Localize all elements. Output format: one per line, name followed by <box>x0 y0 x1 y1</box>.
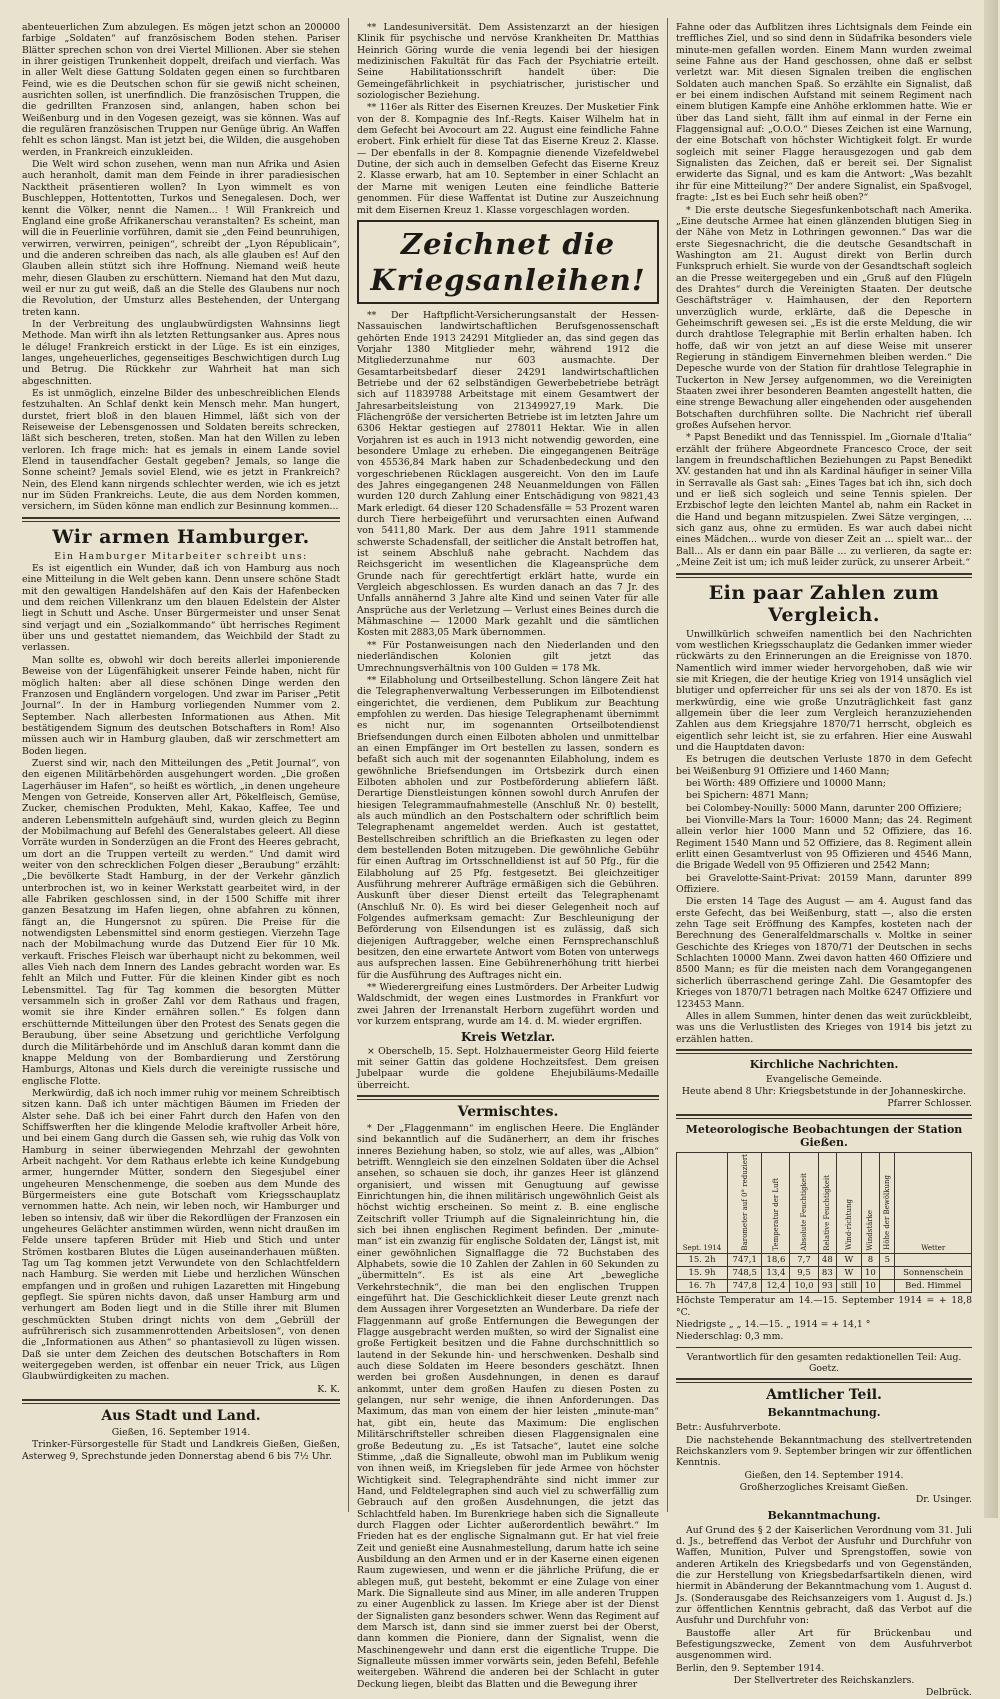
section-title-kirche: Kirchliche Nachrichten. <box>749 1057 899 1071</box>
table-cell: 9,5 <box>790 1267 818 1280</box>
paragraph: ** Wiederergreifung eines Lustmörders. Der Arbeiter Ludwig Waldschmidt, der wegen eines Lustmordes in Frankfurt vor zwei Jahren der Irrenanstalt Herborn zugeführt worden und vor kurzem entsprang, wurde am 14. d. M. wieder ergriffen. <box>357 982 659 1028</box>
table-cell: 12,4 <box>762 1280 790 1293</box>
table-cell: 18,6 <box>762 1254 790 1267</box>
divider <box>676 1378 972 1383</box>
table-cell: 15. 9h <box>677 1267 728 1280</box>
weather-table <box>676 1152 972 1294</box>
table-cell: 10 <box>861 1267 880 1280</box>
paragraph: bei Vionville-Mars la Tour: 16000 Mann; das 24. Regiment allein verlor hier 1000 Mann und 52 Offiziere, das 16. Regiment 1540 Mann und 52 Offiziere, das 8. Regiment allein erlitt einen Gesamtverlust von 95 Offizieren und 4546 Mann, die Brigade Wedell von 95 Offizieren und 2542 Mann; <box>676 815 972 872</box>
table-header-cell <box>790 1152 818 1254</box>
paragraph: bei Gravelotte-Saint-Privat: 20159 Mann, darunter 899 Offiziere. <box>676 872 972 896</box>
paragraph: Zuerst sind wir, nach den Mitteilungen des „Petit Journal“, von den eigenen Militärbehörden ausgehungert worden. „Die großen Lagerhäuser im Hafen“, so heißt es wörtlich, „in denen ungeheure Mengen von Getreide, Konserven aller Art, Pökelfleisch, Gemüse, Zucker, chemischen Produkten, Mehl, Kakao, Kaffee, Tee und anderen Lebensmitteln aufgehäuft sind, wurden gleich zu Beginn der Mobilmachung auf Befehl des Generalstabes geleert. All diese Vorräte wurden in Sonderzügen an die Front des Heeres gebracht, um dort an die Truppen verteilt zu werden.“ Und damit wird weiter von den schrecklichen Folgen dieser „Beraubung“ erzählt: „Die bevölkerte Stadt Hamburg, in der der Verkehr gänzlich unterbrochen ist, wo in keiner Werkstatt gearbeitet wird, in der alle Fabriken geschlossen sind, in der 1500 Schiffe mit ihrer ganzen Besatzung im Hafen liegen, ohne abfahren zu können, fängt an, die Hungersnot zu spüren. Die Preise für die notwendigsten Lebensmittel sind enorm gestiegen. Vierzehn Tage nach der Mobilmachung wurde das Dutzend Eier für 10 Mk. verkauft. Frisches Fleisch war überhaupt nicht zu bekommen, weil alles Vieh nach dem Innern des Landes gebracht worden war. Es fehlt an Milch und Futter. Für die kleinen Kinder gibt es noch Lebensmittel. Tag für Tag kommen die besorgten Mütter versammeln sich in großer Zahl vor dem Rathaus und fragen, womit sie ihre Kinder ernähren sollen.“ Es folgen dann erschütternde Mitteilungen über den Protest des Senats gegen die Beraubung, über seine Absetzung und gerichtliche Verfolgung durch die Militärbehörde und im Anschluß daran kommt dann die knappe Meldung von der Bombardierung und Zerstörung Hamburgs, Altonas und Kiels durch die vereinigte russische und englische Flotte. <box>22 757 340 1087</box>
table-cell: still <box>837 1280 862 1293</box>
notice-title: Bekanntmachung. <box>767 1508 881 1522</box>
paragraph: Niedrigste „ „ 14.—15. „ 1914 = + 14,1 ° <box>676 1319 871 1331</box>
table-cell: 93 <box>818 1280 837 1293</box>
divider <box>676 573 972 578</box>
table-cell <box>880 1267 895 1280</box>
paragraph: Fahne oder das Aufblitzen ihres Lichtsignals dem Feinde ein treffliches Ziel, und so sind denn in Südafrika besonders viele minute-men gefallen worden. Einem Mann wurden zweimal seine Fahne aus der Hand geschossen, ohne daß er selbst verletzt war. Mit diesen Signalen treiben die englischen Soldaten auch manchen Spaß. So erzählte ein Signalist, daß er bei einem indischen Aufstand mit seinem Regiment nach einem blutigen Kampfe eine Anhöhe erklommen hatte. Wie er über das Land sieht, fällt ihm auf einmal in der Ferne ein Flaggensignal auf: „O.O.O.“ Dieses Zeichen ist eine Warnung, der eine Botschaft von höchster Wichtigkeit folgt. Er wurde sogleich mit seiner Flagge herausgezogen und gab dem Signalisten das Zeichen, daß er bereit sei. Der Signalist erwiderte das Signal, und es kam die Antwort: „Was bezahlt ihr für eine Mitteilung?“ Der andere Signalist, ein Spaßvogel, fragte: „Ist es bei Euch sehr heiß oben?“ <box>676 22 972 204</box>
table-header-cell <box>677 1152 728 1254</box>
header-label: Sept. 1914 <box>682 1244 722 1253</box>
table-header-cell <box>818 1152 837 1254</box>
table-cell: Sonnenschein <box>895 1267 972 1280</box>
paragraph: Es ist eigentlich ein Wunder, daß ich von Hamburg aus noch eine Mitteilung in die Welt geben kann. Denn unsere schöne Stadt mit den gewaltigen Handelshäfen auf den Kais der Hafenbecken und dem reichen Villenkranz um den blauen Edelstein der Alster liegt in Schutt und Asche. Unser Bürgermeister und unser Senat sind verjagt und ein „Sozialkommando“ übt herrisches Regiment über uns und gestattet niemandem, das Weichbild der Stadt zu verlassen. <box>22 563 340 654</box>
paragraph: ** Landesuniversität. Dem Assistenzarzt an der hiesigen Klinik für psychische und nervöse Krankheiten Dr. Matthias Heinrich Göring wurde die venia legendi bei der hiesigen medizinischen Fakultät für das Fach der Psychiatrie erteilt. Seine Habilitationsschrift handelt über: Die Gemeingefährlichkeit in psychiatrischer, juristischer und soziologischer Beziehung. <box>357 22 659 102</box>
table-header-cell <box>861 1152 880 1254</box>
paragraph: bei Wörth: 489 Offiziere und 10000 Mann; <box>686 777 886 789</box>
paragraph: Trinker-Fürsorgestelle für Stadt und Landkreis Gießen, Gießen, Asterweg 9, Sprechstunde jeden Donnerstag abend 6 bis 7½ Uhr. <box>22 1439 340 1462</box>
subheading: Evangelische Gemeinde. <box>765 1073 882 1085</box>
paragraph: Merkwürdig, daß ich noch immer ruhig vor meinem Schreibtisch sitzen kann. Daß ich unter mächtigen Bäumen im Frieden der Alster sehe. Daß ich bei einer Fahrt durch den Hafen von den Schiffswerften her die klingende Melodie kraftvoller Arbeit höre, und bei einem Gang durch die Gassen seh, wie ruhig das Volk von Hamburg in seiner überwiegenden Mehrzahl der gewohnten Arbeit nachgeht. Vor dem Rathaus erlebte ich keine Kundgebung armer, hungernder Mütter, sondern den Siegesjubel einer ungeheuren Menschenmenge, die soeben aus dem Munde des Bürgermeisters eine gute Botschaft vom Kriegsschauplatz vernommen hatte. Ach nein, wir leben noch, wir Hamburger und leben so intensiv, daß wir über die Rekordlügen der Franzosen ein ungeheures Gelächter anstimmen würden, wenn nicht draußen im Felde unsere tapferen Brüder mit Hieb und Stich und unter Strömen kostbaren Blutes die Lügen auseinanderhauen müßten. Tag um Tag kommen jetzt Verwundete von den Schlachtfeldern nach Hamburg. Sie werden mit Liebe und herzlichen Wünschen empfangen und in großen und ruhigen Lazaretten mit Hingebung gepflegt. Sie spüren nichts davon, daß unser Hamburg arm und verhungert am Boden liegt und in die Stille ihrer mit Blumen geschmückten Stuben dringt nichts von dem „Gebrüll der aufrührerisch sich zusammenrottenden Arbeitslosen“, von denen die „Informationen aus Athen“ so phantasievoll zu lügen wissen. Daß sie unter dem Zeichen des deutschen Botschafters in Rom weitergegeben werden, ist offenbar ein neuer Trick, aus Lügen Glaubwürdigkeiten zu machen. <box>22 1087 340 1383</box>
paragraph: ** Eilabholung und Ortseilbestellung. Schon längere Zeit hat die Telegraphenverwaltung Verbesserungen im Eilbotendienst eingerichtet, die verdienen, dem Publikum zur Beachtung empfohlen zu werden. Das hiesige Telegraphenamt übernimmt es nicht nur, im sogenannten Ortseilbotendienst Briefsendungen durch einen Eilboten abholen und unmittelbar an einen Empfänger im Ort bestellen zu lassen, sondern es befaßt sich auch mit der sogenannten Eilabholung, indem es gewöhnliche Briefsendungen im Ortsbezirk durch einen Eilboten abholen und zur Postbeförderung abliefern läßt. Derartige Dienstleistungen können sowohl durch Anrufen der hiesigen Telegrammaufnahmestelle (Anschluß Nr. 0) bestellt, als auch mündlich an den Postschaltern oder schriftlich beim Telegraphenamt angemeldet werden. Auch ist gestattet, Bestellschreiben schriftlich an die Briefkasten zu legen oder dem bestellenden Boten mitzugeben. Die gewöhnliche Gebühr für einen Auftrag im Ortsschnelldienst ist auf 50 Pfg., für die Eilabholung auf 25 Pfg. festgesetzt. Bei gleichzeitiger Ausführung mehrerer Aufträge ermäßigen sich die Gebühren. Auskunft über dieser Dienst erteilt das Telegraphenamt (Anschluß Nr. 0). Es wird bei dieser Gelegenheit noch auf Folgendes aufmerksam gemacht: Zur Beschleunigung der Beförderung von Eilsendungen ist es zulässig, daß sich diejenigen Auftraggeber, welche einen Fernsprechanschluß besitzen, den eine erwartete Antwort vom Boten von unterwegs aus aufsprechen lassen. Eine Gebührenerhöhung tritt hierbei für die Ausführung des Auftrages nicht ein. <box>357 674 659 981</box>
table-cell: 8 <box>861 1254 880 1267</box>
table-header-cell <box>880 1152 895 1254</box>
paragraph: ** Für Postanweisungen nach den Niederlanden und den niederländischen Kolonien gilt jetzt das Umrechnungsverhältnis von 100 Gulden = 178 Mk. <box>357 639 659 674</box>
table-cell <box>880 1280 895 1293</box>
article-france-continuation <box>22 22 340 513</box>
column-rule <box>348 18 349 1512</box>
page-edge <box>984 0 998 1518</box>
paragraph: Heute abend 8 Uhr: Kriegsbetstunde in der Johanneskirche. <box>681 1086 967 1098</box>
signature: Delbrück. <box>925 1687 972 1699</box>
table-row <box>677 1280 972 1293</box>
header-label: Absolute Feuchtigkeit <box>800 1172 809 1251</box>
divider <box>676 1114 972 1119</box>
paragraph: ** Der Haftpflicht-Versicherungsanstalt der Hessen-Nassauischen landwirtschaftlichen Berufsgenossenschaft gehörten Ende 1913 24291 Mitglieder an, das sind gegen das Vorjahr 1380 Mitglieder mehr, während 1912 die Mitgliederzunahme nur 603 ausmachte. Der Gesamtarbeitsbedarf dieser 24291 landwirtschaftlichen Betriebe und der 62 selbständigen Gewerbebetriebe beträgt sich auf 11839788 Arbeitstage mit einem Gesamtwert der Jahresarbeitsleistung von 21349927,19 Mark. Die Flächengröße der versicherten Betriebe ist im letzten Jahre um 6306 Hektar gestiegen auf 278011 Hektar. Wie in allen Vorjahren ist es auch in 1913 nicht notwendig geworden, eine besondere Umlage zu erheben. Die eingegangenen Beiträge von 45536,84 Mark haben zur Schadenbedeckung und den vorgeschriebenen Rücklagen ausgereicht. Von den im Laufe des Jahres eingegangenen 248 Neuanmeldungen von Fällen wurden 120 durch Zahlung einer Entschädigung von 9821,43 Mark erledigt. 64 dieser 120 Schadensfälle = 53 Prozent waren durch Tiere herbeigeführt und verursachten einen Aufwand von 5411,80 Mark. Der aus dem Jahre 1911 stammende schwerste Schadensfall, der seitlicher die Anstalt betroffen hat, ist seinem Abschluß nahe gebracht. Nachdem das Reichsgericht im wesentlichen die Klageansprüche dem Grunde nach für gerechtfertigt erklärt hatte, wurde ein Vergleich abgeschlossen. Es wurden danach an das 7 Jr. des Unfalls annähernd 3 Jahre alte Kind und seinen Vater für alle Ansprüche aus der Verletzung — Verlust eines Beines durch die Mähmaschine — 12000 Mark gezahlt und die sämtlichen Kosten mit 2883,05 Mark übernommen. <box>357 309 659 639</box>
header-label: Wetter <box>921 1244 946 1253</box>
table-header-cell <box>762 1152 790 1254</box>
column-2 <box>357 22 659 1690</box>
paragraph: Die Welt wird schon zusehen, wenn man nun Afrika und Asien auch heranholt, damit man dem Feinde in ihrer paradiesischen Nacktheit präsentieren wollen? In Lyon wimmelt es von Buschleppen, Hottentotten, Turkos und Senegalesen. Doch, wer kennt die Völker, nennt die Namen... ! Will Frankreich und England eine große Afrikanerschau veranstalten? Es scheint, man will die in Feuerlinie vorführen, damit sie „den Feind beunruhigen, verwirren, verwirren, peinigen“, schreibt der „Lyon Républicain“, und die anderen schreiben das nach, als alle glauben es! Auf den Glauben allein stützt sich ihre Hoffnung. Niemand weiß heute mehr, diesen Glauben zu erschüttern. Niemand hat den Mut dazu, weil er nur zu gut weiß, daß an die Stelle des Glaubens nur noch die Revolution, der Umsturz alles Bestehenden, der Untergang treten kann. <box>22 159 340 318</box>
header-label: Barometer auf 0° reduziert <box>740 1153 749 1251</box>
header-label: Wind-richtung <box>844 1199 853 1251</box>
table-cell: 7,7 <box>790 1254 818 1267</box>
header-label: Temperatur der Luft <box>771 1177 780 1251</box>
article-title-zahlen: Ein paar Zahlen zum Vergleich. <box>708 581 940 626</box>
paragraph: Es ist unmöglich, einzelne Bilder des unbeschreiblichen Elends festzuhalten. An Schlaf denkt kein Mensch mehr. Man hungert, durstet, friert bloß in den blauen Himmel, läßt sich von der Reiseweise der Lebensgenossen und Soldaten bereits schrecken, läßt sich bescheren, treten, stoßen. Man hat den Willen zu leben verloren. Ich frage mich: hat es jemals in einem Lande soviel Elend in tausendfacher Gestalt gegeben? Jemals, so lange die Sonne scheint? Jemals soviel Elend, wie es jetzt in Frankreich? Nein, des Elend kann nirgends schlechter werden, wie ich es jetzt nur im Süden Frankreichs. Leute, die aus dem Norden kommen, versichern, im Süden könne man endlich zur Besinnung kommen... <box>22 388 340 513</box>
signature: Pfarrer Schlosser. <box>887 1098 972 1110</box>
paragraph: Niederschlag: 0,3 mm. <box>676 1331 784 1343</box>
paragraph: Die ersten 14 Tage des August — am 4. August fand das erste Gefecht, das bei Weißenburg, statt —, also die ersten zehn Tage seit Eröffnung des Kampfes, kosteten nach der Berechnung des Generalfeldmarschalls v. Moltke in seiner Geschichte des Krieges von 1870/71 der Deutschen in sechs Schlachten 10000 Mann. Zwei davon hatten 460 Offiziere und 8500 Mann; es für die meisten nach dem Vorangegangenen sicherlich überraschend geringe Zahl. Die Gesamtopfer des Krieges von 1870/71 betragen nach Moltke 6247 Offiziere und 123453 Mann. <box>676 896 972 1010</box>
section-title-vermischtes: Vermischtes. <box>457 1103 559 1120</box>
paragraph: Betr.: Ausfuhrverbote. <box>676 1422 781 1434</box>
table-cell: 15. 2h <box>677 1254 728 1267</box>
table-cell: 747,1 <box>728 1254 762 1267</box>
column-rule <box>667 18 668 1512</box>
section-title-kreis: Kreis Wetzlar. <box>460 1029 556 1044</box>
table-cell: W <box>837 1267 862 1280</box>
header-label: Höhe der Bewölkung <box>883 1175 892 1251</box>
section-title-stadt: Aus Stadt und Land. <box>101 1408 261 1425</box>
divider <box>22 1399 340 1404</box>
table-cell: 13,4 <box>762 1267 790 1280</box>
article-signature: K. K. <box>317 1383 340 1395</box>
paragraph: Man sollte es, obwohl wir doch bereits allerlei imponierende Beweise von der Lügenfähigkeit unserer Feinde haben, nicht für möglich halten: aber all diese schönen Dinge werden den Franzosen und Engländern vorgelogen. Und zwar im Pariser „Petit Journal“. In der in Hamburg vorliegenden Nummer vom 2. September. Nach allerbesten Informationen aus Athen. Mit bestätigendem Signum des deutschen Botschafters in Rom! Also müssen auch wir in Hamburg glauben, daß wir zerschmettert am Boden liegen. <box>22 654 340 757</box>
dateline: Gießen, 16. September 1914. <box>111 1427 251 1439</box>
table-header-cell <box>728 1152 762 1254</box>
table-row <box>677 1267 972 1280</box>
table-cell: 16. 7h <box>677 1280 728 1293</box>
paragraph: Großherzogliches Kreisamt Gießen. <box>739 1481 909 1493</box>
paragraph: Höchste Temperatur am 14.—15. September 1914 = + 18,8 °C. <box>676 1295 972 1318</box>
table-cell: Bed. Himmel <box>895 1280 972 1293</box>
table-cell: 5 <box>880 1254 895 1267</box>
column-1 <box>22 22 340 1512</box>
paragraph: abenteuerlichen Zum abzulegen. Es mögen jetzt schon an 200000 farbige „Soldaten“ auf französischem Boden stehen. Pariser Blätter sprechen schon von drei Viertel Millionen. Aber sie stehen in ihrer geistigen Trunkenheit doppelt, dreifach und vierfach. Was in aller Welt diese Gattung Soldaten gegen einen so furchtbaren Feind, wie es die Deutschen schon für sie gewiß nicht scheinen, ausrichten sollen, ist unerfindlich. Die französischen Truppen, die die gedrillten Franzosen sind, anlangen, haben schon bei Weißenburg und in den Vogesen gezeigt, was sie können. Was auf die regulären französischen Truppen nur Genüge übrig. An Waffen fehlt es schon längst. Man ist jetzt bei, die Wilden, die ausgehoben werden, in Frankreich einzukleiden. <box>22 22 340 158</box>
table-row <box>677 1254 972 1267</box>
article-title-hamburg: Wir armen Hamburger. <box>52 525 310 548</box>
paragraph: In der Verbreitung des unglaubwürdigsten Wahnsinns liegt Methode. Man wirft ihn als letzten Rettungsanker aus. Apres nous le déluge! Frankreich erstickt in der Lüge. Es ist ein einziges, langes, ungeheuerliches, gegenseitiges Beschwichtigen durch Lug und Betrug. Die Rückkehr zur Wahrheit hat man sich abgeschnitten. <box>22 318 340 387</box>
table-header-cell <box>895 1152 972 1254</box>
section-title-amtlich: Amtlicher Teil. <box>766 1387 882 1404</box>
divider <box>676 1347 972 1348</box>
paragraph: Berlin, den 9. September 1914. <box>676 1662 825 1674</box>
table-cell: 10 <box>861 1280 880 1293</box>
paragraph: Der Stellvertreter des Reichskanzlers. <box>733 1675 915 1687</box>
signature: Dr. Usinger. <box>915 1494 972 1506</box>
paragraph: Baustoffe aller Art für Brückenbau und Befestigungszwecke, Zement von dem Ausfuhrverbot ausgenommen wird. <box>676 1627 972 1662</box>
editorial-responsibility: Verantwortlich für den gesamten redaktionellen Teil: Aug. Goetz. <box>686 1351 962 1375</box>
table-cell: 10,0 <box>790 1280 818 1293</box>
header-label: Windstärke <box>866 1209 875 1251</box>
table-header-row <box>677 1152 972 1254</box>
table-cell: 747,8 <box>728 1280 762 1293</box>
paragraph: Es betrugen die deutschen Verluste 1870 in dem Gefecht bei Weißenburg 91 Offiziere und 1460 Mann; <box>676 754 972 777</box>
notice-title: Bekanntmachung. <box>767 1406 881 1420</box>
table-header-cell <box>837 1152 862 1254</box>
column-3 <box>676 22 972 1699</box>
divider <box>676 1049 972 1054</box>
table-cell: 48 <box>818 1254 837 1267</box>
paragraph: Alles in allem Summen, hinter denen das weit zurückbleibt, was uns die Verlustlisten des Krieges von 1914 bis jetzt zu erzählen hatten. <box>676 1010 972 1045</box>
article-byline: Ein Hamburger Mitarbeiter schreibt uns: <box>54 550 308 562</box>
paragraph: Gießen, den 14. September 1914. <box>744 1469 904 1481</box>
paragraph: bei Spichern: 4871 Mann; <box>686 790 809 802</box>
paragraph: Die nachstehende Bekanntmachung des stellvertretenden Reichskanzlers vom 9. September bringen wir zur öffentlichen Kenntnis. <box>676 1434 972 1469</box>
table-cell <box>895 1254 972 1267</box>
paragraph: * Der „Flaggenmann“ im englischen Heere. Die Engländer sind bekanntlich auf die Sudänerherr, an dem ihr frisches inneres Beziehung haben, so stolz, wie auf alles, was „Albion“ betrifft. Wenngleich sie den einzelnen Soldaten über die Achsel ansehen, so schauen sie doch, ihr ganzes Heer ist glänzend organisiert, und wissen mit Genugtuung auf gewisse Einrichtungen hin, die ihnen militärisch ungewöhnlich Geist als höchst wichtig erscheinen. So meint z. B. eine englische Zeitschrift voller Triumph auf die Signaleinrichtung hin, die sich bei ihnen englischen Regiment befinden. Der „minute-man“ ist ein zwanzig für englische Soldaten der, Längst ist, mit einer gewöhnlichen Signalflagge die 72 Buchstaben des Alphabets, sowie die 10 Zahlen der Zahlen in 60 Sekunden zu „übermitteln“. Es ist als eine Art „bewegliche Verkehrstechnik“, die man bei den englischen Truppen eingeführt hat. Die Geschicklichkeit dieser Leute grenzt nach dem Aussagen ihrer Vorgesetzten an Wunderbare. Da riefe der Flaggenmann auf große Entfernungen die Bewegungen der Flagge ausgebracht werden mußten, so wird der Signalist eine große Fertigkeit besitzen und die Fahne durchschnittlich so lautend in der Sekunde hin- und herschwenken. Deshalb sind auch diese Soldaten im Heere besonders geschätzt. Ihnen werden bei großen Ausdehnungen, in denen es darauf ankommt, unter dem großen Haufen zu diesen Posten zu gelangen, nur sehr wenige, die ihnen Anforderungen. Das Maximum, das man von einem der hier leisten „minute-man“ hat, gibt ein, heute das Maximum: Die englischen Militärschriftsteller schreiben diesen Flaggensignalen eine große Bedeutung zu. „Es ist Tatsache“, lautet eine solche Stimme, „daß die Signalleute, obwohl man im Publikum wenig von ihnen weiß, im Kriegsleben für jede Armee von höchster Wichtigkeit sind. Telegraphendrähte sind nicht immer zur Hand, und Feldtelegraphen sind auch viel zu schwerfällig zum Gebrauch auf den großen Ausdehnungen, die jetzt das Schlachtfeld haben. Im Burenkriege haben sich die Signalleute durch Flaggen oder Lichter außerordentlich bewährt.“ Im Frieden hat es der englische Signalmann gut. Er hat viel freie Zeit und genießt eine Ausnahmestellung, darum hatte ich seine Ausbildung an den Armen und er in der Kaserne einen eigenen Raum zugewiesen, und wenn er die jährliche Prüfung, die er ablegen muß, gut besteht, bekommt er eine Zulage von einer Mark. Die Signalleute sind aus Miner, im alle anderen Truppen zu einer Augenblick zu lassen. Im Kriege aber ist der Dienst der Signalisten ganz besonders schwer. Wenn das Regiment auf dem Marsch ist, dann sind sie immer zuerst bei der Oberst, dann kommen die Pioniere, dann der Signalist, wenn die Maschinengewehr und dann erst die eigentliche Truppe. Die Signalleute müssen immer vorwärts sein, jeden Befehl, Befehle weitergeben. Während die anderen bei der Schlacht in guter Deckung liegen, bleibt das Blatten und die Bewegung ihrer <box>357 1122 659 1690</box>
paragraph: bei Colombey-Nouilly: 5000 Mann, darunter 200 Offiziere; <box>686 802 962 814</box>
header-label: Relative Feuchtigkeit <box>823 1174 832 1251</box>
divider <box>357 1095 659 1100</box>
table-cell: 748,5 <box>728 1267 762 1280</box>
section-title-meteorology: Meteorologische Beobachtungen der Station Gießen. <box>685 1122 963 1149</box>
paragraph: × Oberschelb, 15. Sept. Holzhauermeister Georg Hild feierte mit seiner Gattin das goldene Hochzeitsfest. Dem greisen Jubelpaar wurde die goldene Ehejubiläums-Medaille überreicht. <box>357 1045 659 1091</box>
table-cell: 83 <box>818 1267 837 1280</box>
paragraph: Auf Grund des § 2 der Kaiserlichen Verordnung vom 31. Juli d. Js., betreffend das Verbot der Ausfuhr und Durchfuhr von Waffen, Munition, Pulver und Sprengstoffen, sowie von anderen Artikeln des Kriegsbedarfs und von Gegenständen, die zur Herstellung von Kriegsbedarfsartikeln dienen, wird hiermit in Abänderung der Bekanntmachung vom 1. August d. Js. (Sonderausgabe des Reichsanzeigers vom 1. August d. Js.) zur öffentlichen Kenntnis gebracht, daß das Verbot auf die Ausfuhr und Durchfuhr von: <box>676 1524 972 1627</box>
paragraph: * Die erste deutsche Siegesfunkenbotschaft nach Amerika. „Eine deutsche Armee hat einen glänzenden blutigen Sieg in der Nähe von Metz in Lothringen gewonnen.“ Das war die erste Siegesnachricht, die die deutsche Gesandtschaft in Washington am 21. August direkt von Berlin durch Funkspruch erhielt. Sie wurde von der Gesandtschaft sogleich an die Presse weitergegeben und ein „Gruß auf den Flügeln des Drahtes“ durch die Vereinigten Staaten. Der deutsche Geschäftsträger v. Haimhausen, der den Reportern unverzüglich wurde, erklärte, daß die Depesche in Geheimschrift gewesen sei. „Es ist die erste Meldung, die wir durch drahtlose Telegraphie mit Berlin erhalten haben. Ich hoffe, daß wir von jetzt an auf diese Weise mit unserer Regierung in ständigem Einvernehmen bleiben werden.“ Die Depesche wurde von der Station für drahtlose Telegraphie in Tuckerton in New Jersey aufgenommen, wo die Vereinigten Staaten zwei ihrer besonderen Beamten angestellt hatten, die eine strenge Bewachung aller eingehenden oder ausgehenden Botschaften durchführen sollte. Die Nachricht rief überall großes Aufsehen hervor. <box>676 204 972 432</box>
paragraph: Unwillkürlich schweifen namentlich bei den Nachrichten vom westlichen Kriegsschauplatz die Gedanken immer wieder rückwärts zu den Erinnerungen an die Ereignisse von 1870. Namentlich wird immer wieder hervorgehoben, daß wie wir sie mit Kriegen, die der heutige Krieg von 1914 unsäglich viel blutiger und opferreicher für uns sei als der von 1870. Es ist merkwürdig, eine wie große Unzuträglichkeit fast ganz allgemein über die leer zum Vergleich heranzuziehenden Zahlen aus dem Kriegsjahre 1870/71 herrscht, obgleich es eigentlich sehr leicht ist, sie zu erfahren. Hier eine Auswahl und die Hauptdaten davon: <box>676 628 972 753</box>
war-bonds-banner: Zeichnet die Kriegsanleihen! <box>357 220 659 304</box>
paragraph: ** 116er als Ritter des Eisernen Kreuzes. Der Musketier Fink von der 8. Kompagnie des Inf.-Regts. Kaiser Wilhelm hat in dem Gefecht bei Avocourt am 22. August eine feindliche Fahne erobert. Fink erhielt für diese Tat das Eiserne Kreuz 2. Klasse. — Der ebenfalls in der 8. Kompagnie dienende Vizefeldwebel Dutine, der sich auch in demselben Gefecht das Eiserne Kreuz 2. Klasse erwarb, hat am 10. September in einer Schlacht an der Marne mit wenigen Leuten eine feindliche Batterie genommen. Für diese Waffentat ist Dutine zur Auszeichnung mit dem Eisernen Kreuz 1. Klasse vorgeschlagen worden. <box>357 102 659 216</box>
paragraph: * Papst Benedikt und das Tennisspiel. Im „Giornale d'Italia“ erzählt der frühere Abgeordnete Francesco Croce, der seit langem in freundschaftlichen Beziehungen zu Papst Benedikt XV. gestanden hat und ihn als Kardinal häufiger in seiner Villa in Serravalle als Gast sah: „Eines Tages bat ich ihn, sich doch und er ließ sich sogleich und seine Tennis spielen. Der Erzbischof legte den leichten Mantel ab, nahm ein Racket in die Hand und begann mitzuspielen. Zwei Sätze vergingen, ... sich ganz aus, ohne zu ermüden. Es war auch dabei nicht eines Mädchen... wurde von dieser Zeit an ... spielt war... der Ball... Als er dann ein paar Bälle ... zu verlieren, da sagte er: „Meine Zeit ist um; ich muß leider zurück, zu unserer Arbeit.“ <box>676 432 972 569</box>
table-cell: W <box>837 1254 862 1267</box>
divider <box>22 517 340 522</box>
